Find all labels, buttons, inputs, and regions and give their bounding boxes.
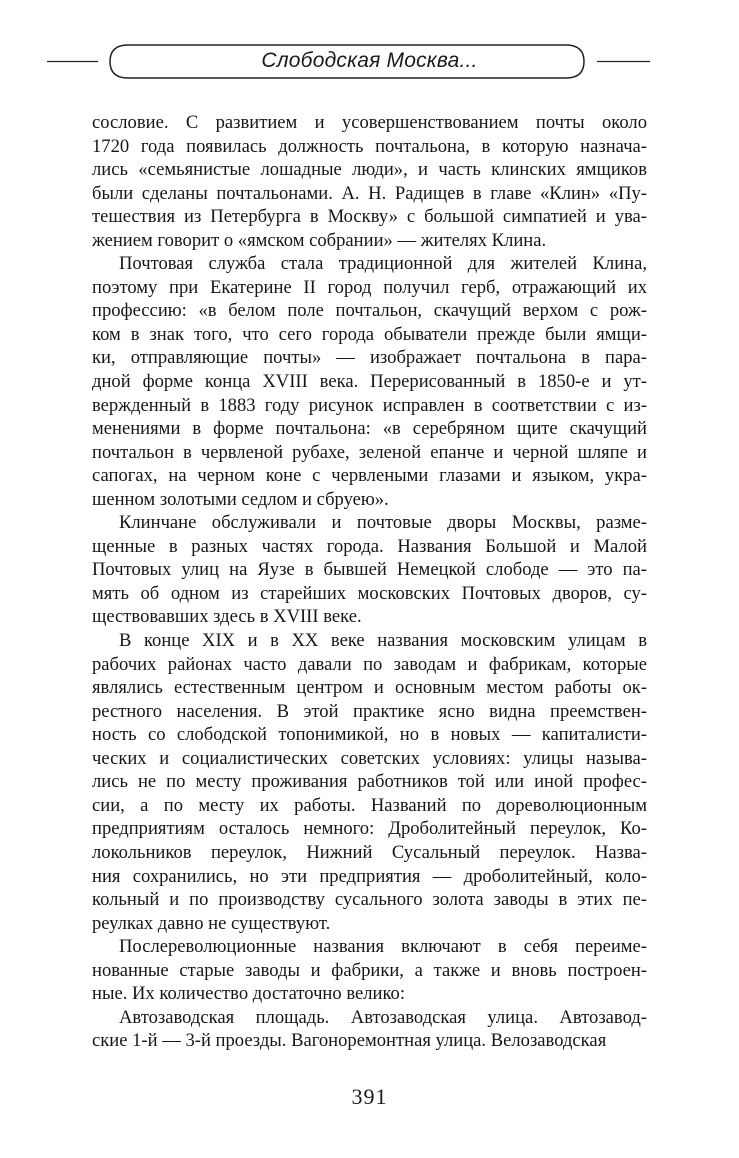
text-line: ные. Их количество достаточно велико: bbox=[92, 983, 406, 1005]
text-line: В конце XIX и в XX веке названия московским улицам в bbox=[119, 630, 647, 652]
text-line: являлись естественным центром и основным местом работы ок- bbox=[92, 677, 647, 699]
text-line: почтальон в червленой рубахе, зеленой епанче и черной шляпе и bbox=[92, 441, 647, 463]
text-line: были сделаны почтальонами. А. Н. Радищев в главе «Клин» «Пу- bbox=[92, 182, 647, 204]
text-line: Послереволюционные названия включают в себя переиме- bbox=[119, 936, 647, 958]
text-line: Почтовая служба стала традиционной для жителей Клина, bbox=[119, 253, 647, 275]
text-line: ность со слободской топонимикой, но в новых — капиталисти- bbox=[92, 724, 647, 746]
running-header bbox=[0, 40, 739, 92]
text-line: реулках давно не существуют. bbox=[92, 912, 331, 934]
text-line: щенные в разных частях города. Названия Большой и Малой bbox=[92, 535, 647, 557]
text-line: лись не по месту проживания работников той или иной профес- bbox=[92, 771, 647, 793]
text-line: ки, отправляющие почты» — изображает почтальона в пара- bbox=[92, 347, 647, 369]
text-line: профессию: «в белом поле почтальон, скачущий верхом с рож- bbox=[92, 300, 647, 322]
text-line: жением говорит о «ямском собрании» — жителях Клина. bbox=[92, 229, 547, 251]
paragraph-6 bbox=[92, 1006, 647, 1053]
text-line: Автозаводская площадь. Автозаводская улица. Автозавод- bbox=[119, 1006, 647, 1028]
paragraph-2 bbox=[92, 252, 647, 511]
text-line: лись «семьянистые лошадные люди», и часть клинских ямщиков bbox=[92, 159, 647, 181]
text-line: тешествия из Петербурга в Москву» с большой симпатией и ува- bbox=[92, 206, 647, 228]
text-line: ния сохранились, но эти предприятия — дроболитейный, коло- bbox=[92, 865, 647, 887]
text-line: менениями в форме почтальона: «в серебряном щите скачущий bbox=[92, 418, 647, 440]
text-line: Почтовых улиц на Яузе в бывшей Немецкой слободе — это па- bbox=[92, 559, 647, 581]
text-line: ческих и социалистических советских условиях: улицы называ- bbox=[92, 747, 647, 769]
text-line: ществовавших здесь в XVIII веке. bbox=[92, 606, 362, 628]
text-line: рестного населения. В этой практике ясно видна преемствен- bbox=[92, 700, 647, 722]
text-line: рабочих районах часто давали по заводам и фабрикам, которые bbox=[92, 653, 647, 675]
text-line: сапогах, на черном коне с червлеными глазами и языком, укра- bbox=[92, 465, 647, 487]
paragraph-5 bbox=[92, 935, 647, 1006]
text-line: локольников переулок, Нижний Сусальный переулок. Назва- bbox=[92, 841, 647, 863]
text-line: ком в знак того, что сего города обыватели прежде были ямщи- bbox=[92, 323, 647, 345]
text-line: нованные старые заводы и фабрики, а также и вновь построен- bbox=[92, 959, 647, 981]
text-line: шенном золотыми седлом и сбруею». bbox=[92, 488, 389, 510]
text-line: поэтому при Екатерине II город получил герб, отражающий их bbox=[92, 276, 647, 298]
running-title: Слободская Москва... bbox=[261, 49, 478, 72]
page-body bbox=[92, 111, 647, 1053]
paragraph-3 bbox=[92, 511, 647, 629]
text-line: Клинчане обслуживали и почтовые дворы Москвы, разме- bbox=[119, 512, 647, 534]
paragraph-1 bbox=[92, 111, 647, 252]
text-line: мять об одном из старейших московских Почтовых дворов, су- bbox=[92, 582, 647, 604]
text-line: дной форме конца XVIII века. Перерисованный в 1850-е и ут- bbox=[92, 371, 647, 393]
text-line: сословие. С развитием и усовершенствованием почты около bbox=[92, 112, 647, 133]
text-line: вержденный в 1883 году рисунок исправлен в соответствии с из- bbox=[92, 394, 647, 416]
text-line: 1720 года появилась должность почтальона, в которую назнача- bbox=[92, 135, 647, 157]
page-number: 391 bbox=[351, 1084, 388, 1109]
text-line: ские 1-й — 3-й проезды. Вагоноремонтная улица. Велозаводская bbox=[92, 1030, 607, 1052]
text-line: предприятиям осталось немного: Дроболитейный переулок, Ко- bbox=[92, 818, 647, 840]
text-line: сии, а по месту их работы. Названий по дореволюционным bbox=[92, 794, 647, 816]
paragraph-4 bbox=[92, 629, 647, 935]
text-line: кольный и по производству сусального золота заводы в этих пе- bbox=[92, 889, 647, 911]
